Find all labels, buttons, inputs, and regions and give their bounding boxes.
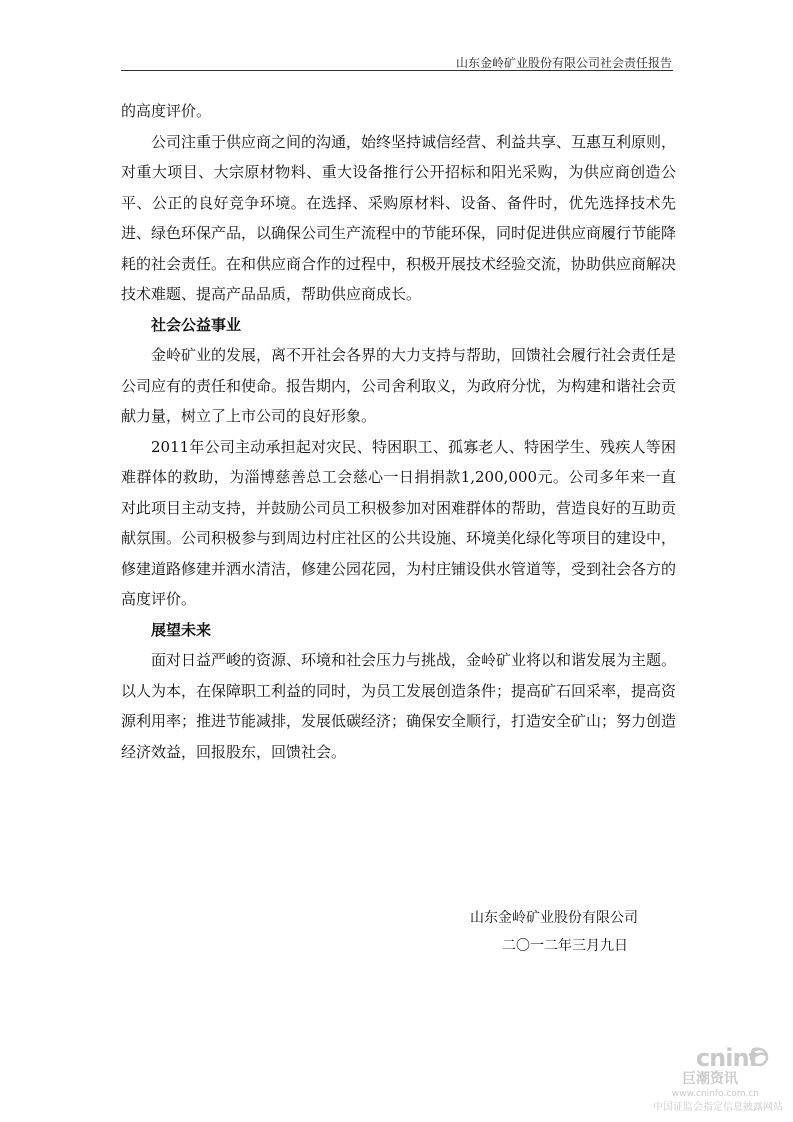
- cninfo-watermark: [633, 1045, 783, 1115]
- running-header-title: 山东金岭矿业股份有限公司社会责任报告: [455, 56, 672, 70]
- signature-date: 二〇一二年三月九日: [502, 938, 628, 954]
- report-body: [121, 96, 676, 767]
- header-divider: [121, 70, 673, 71]
- paragraph-welfare-intro: 金岭矿业的发展，离不开社会各界的大力支持与帮助，回馈社会履行社会责任是公司应有的责任和使命。报告期内，公司舍利取义，为政府分忧，为构建和谐社会贡献力量，树立了上市公司的良好形象。: [121, 346, 677, 425]
- signature-block: [418, 904, 638, 960]
- section-heading-public-welfare: 社会公益事业: [151, 315, 242, 334]
- watermark-site-caption: 中国证监会指定信息披露网站: [653, 1102, 783, 1113]
- watermark-url: www.cninfo.com.cn: [671, 1089, 759, 1099]
- watermark-brand: 巨潮资讯: [682, 1071, 738, 1087]
- paragraph-continuation: 的高度评价。: [121, 102, 212, 120]
- signature-company: 山东金岭矿业股份有限公司: [470, 910, 638, 926]
- paragraph-outlook: 面对日益严峻的资源、环境和社会压力与挑战，金岭矿业将以和谐发展为主题。以人为本，在保障职工利益的同时，为员工发展创造条件；提高矿石回采率，提高资源利用率；推进节能减排，发展低碳经济；确保安全顺行，打造安全矿山；努力创造经济效益，回报股东，回馈社会。: [121, 651, 677, 761]
- watermark-logo-text: cninf: [695, 1044, 758, 1072]
- paragraph-supplier-relations: 公司注重于供应商之间的沟通，始终坚持诚信经营、利益共享、互惠互利原则，对重大项目、大宗原材物料、重大设备推行公开招标和阳光采购，为供应商创造公平、公正的良好竞争环境。在选择、采购原材料、设备、备件时，优先选择技术先进、绿色环保产品，以确保公司生产流程中的节能环保，同时促进供应商履行节能降耗的社会责任。在和供应商合作的过程中，积极开展技术经验交流，协助供应商解决技术难题、提高产品品质，帮助供应商成长。: [121, 132, 677, 303]
- section-heading-outlook: 展望未来: [151, 620, 212, 639]
- cninfo-logo-icon: [749, 1047, 769, 1067]
- paragraph-welfare-donations: 2011年公司主动承担起对灾民、特困职工、孤寡老人、特困学生、残疾人等困难群体的救助，为淄博慈善总工会慈心一日捐捐款1,200,000元。公司多年来一直对此项目主动支持，并鼓励公司员工积极参加对困难群体的帮助，营造良好的互助贡献氛围。公司积极参与到周边村庄社区的公共设施、环境美化绿化等项目的建设中，修建道路修建并洒水清洁，修建公园花园，为村庄铺设供水管道等，受到社会各方的高度评价。: [121, 437, 677, 608]
